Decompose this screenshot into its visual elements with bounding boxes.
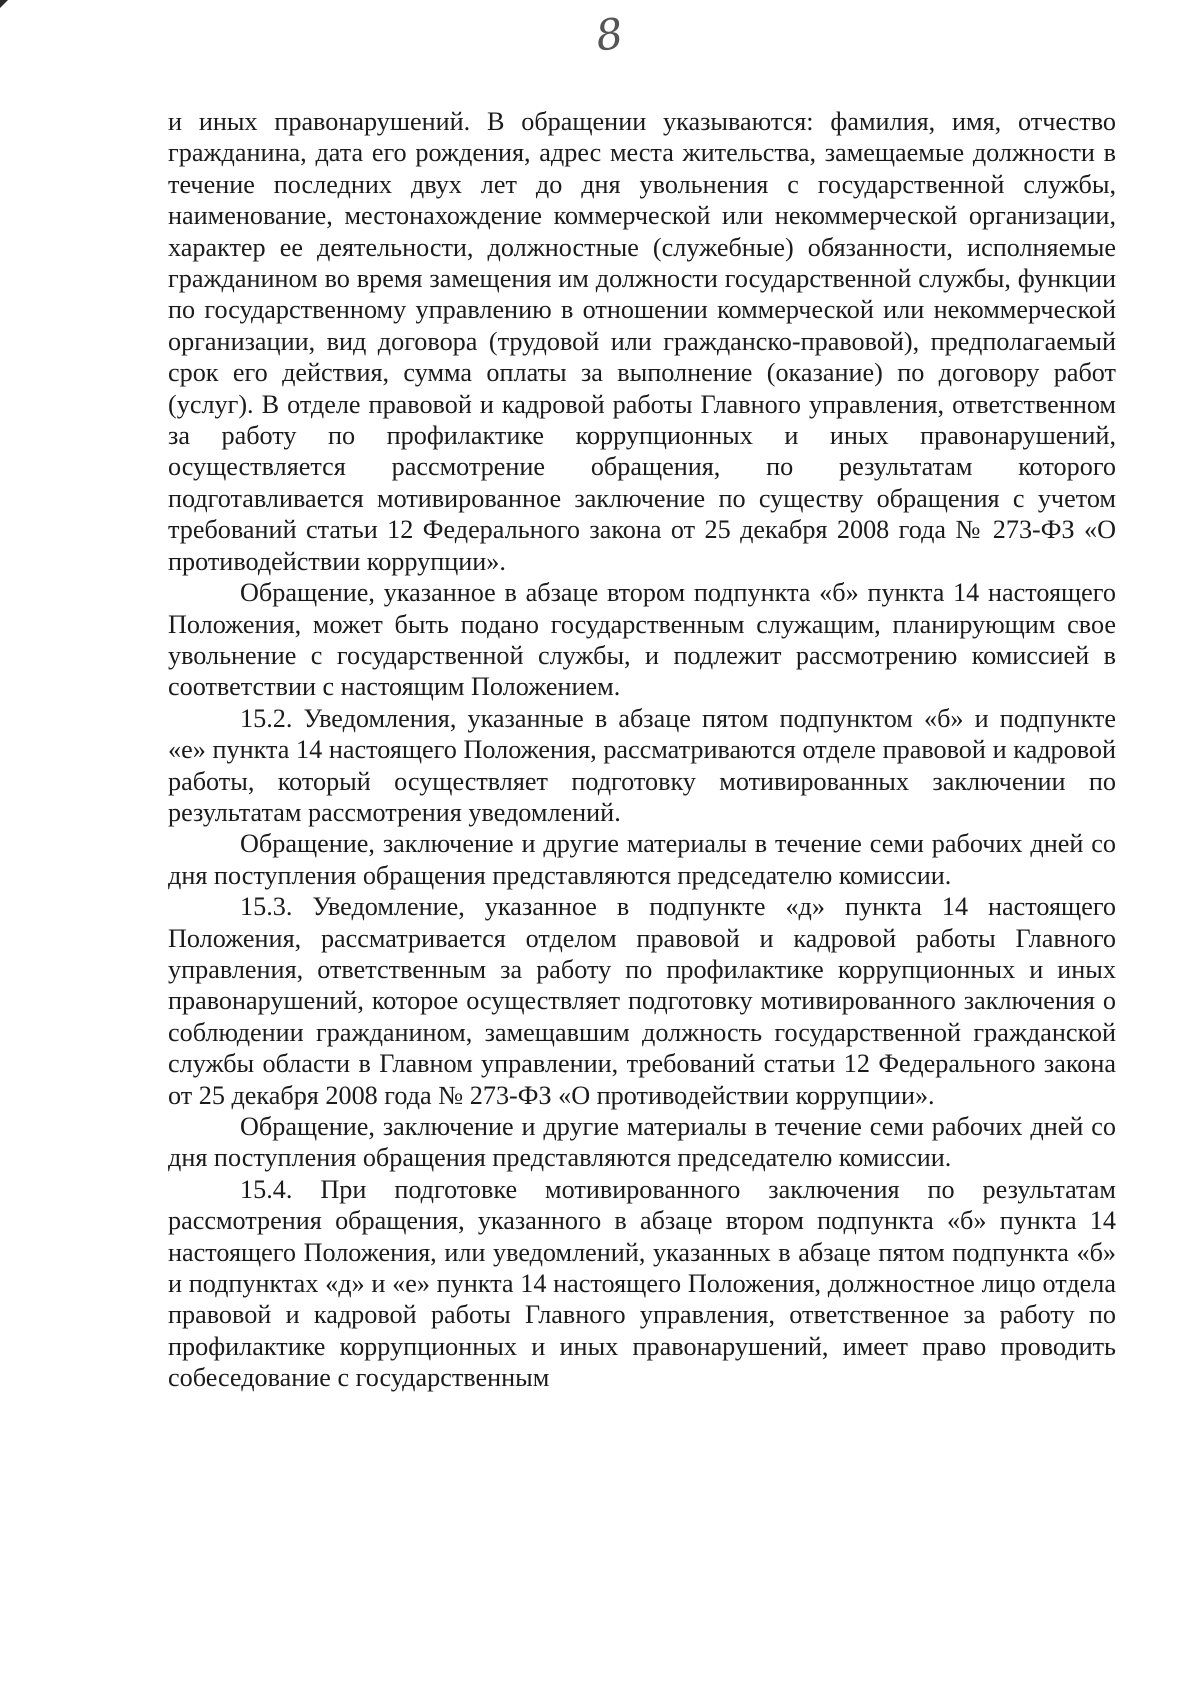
paragraph-15-2: 15.2. Уведомления, указанные в абзаце пятом подпунктом «б» и подпункте «е» пункта 14 настоящего Положения, рассматриваются отделе правовой и кадровой работы, который осуществляет подготовку мотивированных заключении по результатам рассмотрения уведомлений.: [168, 703, 1116, 827]
document-body: [168, 106, 1116, 1394]
paragraph: Обращение, заключение и другие материалы в течение семи рабочих дней со дня поступления обращения представляются председателю комиссии.: [168, 1112, 1116, 1173]
paragraph-15-3: 15.3. Уведомление, указанное в подпункте «д» пункта 14 настоящего Положения, рассматривается отделом правовой и кадровой работы Главного управления, ответственным за работу по профилактике коррупционных и иных правонарушений, которое осуществляет подготовку мотивированного заключения о соблюдении гражданином, замещавшим должность государственной гражданской службы области в Главном управлении, требований статьи 12 Федерального закона от 25 декабря 2008 года № 273-ФЗ «О противодействии коррупции».: [168, 892, 1116, 1110]
page-number: 8: [592, 8, 627, 61]
paragraph: Обращение, указанное в абзаце втором подпункта «б» пункта 14 настоящего Положения, может быть подано государственным служащим, планирующим свое увольнение с государственной службы, и подлежит рассмотрению комиссией в соответствии с настоящим Положением.: [168, 578, 1116, 702]
scan-corner-mark: [0, 0, 8, 8]
paragraph: Обращение, заключение и другие материалы в течение семи рабочих дней со дня поступления обращения представляются председателю комиссии.: [168, 829, 1116, 890]
paragraph-continuation: и иных правонарушений. В обращении указываются: фамилия, имя, отчество гражданина, дата его рождения, адрес места жительства, замещаемые должности в течение последних двух лет до дня увольнения с государственной службы, наименование, местонахождение коммерческой или некоммерческой организации, характер ее деятельности, должностные (служебные) обязанности, исполняемые гражданином во время замещения им должности государственной службы, функции по государственному управлению в отношении коммерческой или некоммерческой организации, вид договора (трудовой или гражданско-правовой), предполагаемый срок его действия, сумма оплаты за выполнение (оказание) по договору работ (услуг). В отделе правовой и кадровой работы Главного управления, ответственном за работу по профилактике коррупционных и иных правонарушений, осуществляется рассмотрение обращения, по результатам которого подготавливается мотивированное заключение по существу обращения с учетом требований статьи 12 Федерального закона от 25 декабря 2008 года № 273-ФЗ «О противодействии коррупции».: [168, 107, 1116, 576]
paragraph-15-4: 15.4. При подготовке мотивированного заключения по результатам рассмотрения обращения, указанного в абзаце втором подпункта «б» пункта 14 настоящего Положения, или уведомлений, указанных в абзаце пятом подпункта «б» и подпунктах «д» и «е» пункта 14 настоящего Положения, должностное лицо отдела правовой и кадровой работы Главного управления, ответственное за работу по профилактике коррупционных и иных правонарушений, имеет право проводить собеседование с государственным: [168, 1174, 1116, 1393]
